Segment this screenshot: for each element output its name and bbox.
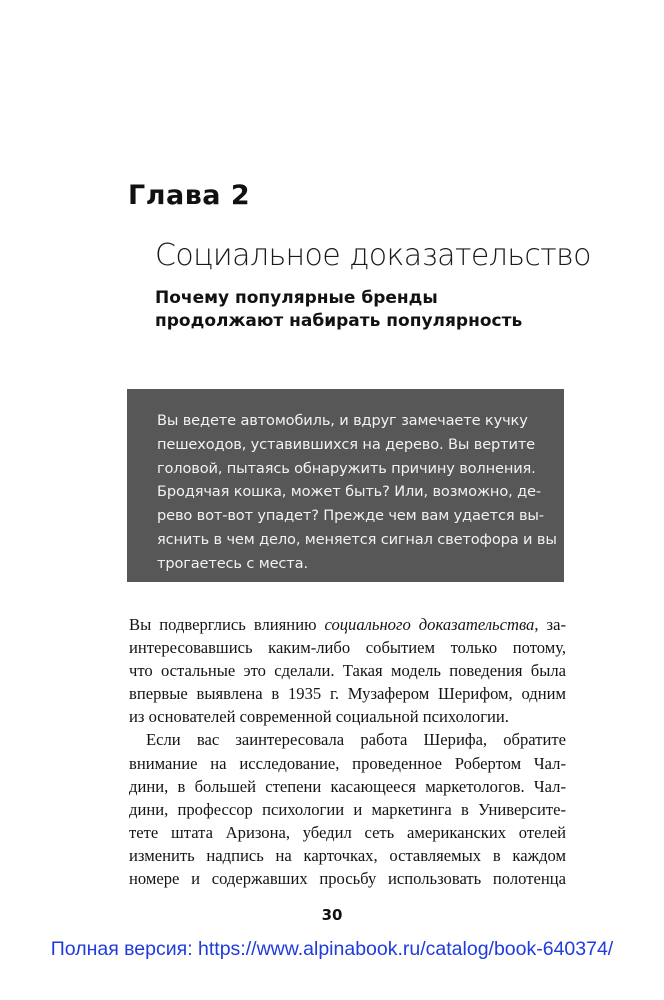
body-line: тете штата Аризона, убедил сеть американских отелей (129, 822, 566, 842)
body-line: из основателей современной социальной психологии. (129, 707, 509, 727)
callout-line: пешеходов, уставившихся на дерево. Вы вертите (157, 435, 535, 453)
chapter-label: Глава 2 (128, 180, 251, 211)
body-line-end: , за- (534, 615, 566, 634)
body-line: интересовавшись каким-либо событием только потому, (129, 638, 566, 658)
callout-box (127, 389, 564, 582)
subtitle-line: Почему популярные бренды (155, 288, 438, 308)
body-line: номере и содержавших просьбу использовать полотенца (129, 869, 566, 889)
body-line: внимание на исследование, проведенное Робертом Чал- (129, 753, 566, 773)
callout-line: Бродячая кошка, может быть? Или, возможно, де- (157, 483, 541, 501)
callout-line: трогаетесь с места. (157, 554, 308, 572)
body-line: дини, профессор психологии и маркетинга в Университе- (129, 799, 566, 819)
body-line: что остальные это сделали. Такая модель поведения была (129, 661, 566, 681)
body-text (129, 613, 566, 890)
callout-line: головой, пытаясь обнаружить причину волнения. (157, 459, 536, 477)
body-line (129, 613, 566, 636)
emphasis-term: социального доказательства (324, 615, 535, 634)
chapter-title: Социальное доказательство (155, 238, 591, 273)
subtitle-line: продолжают набирать популярность (155, 311, 523, 331)
body-line: дини, в большей степени касающееся маркетологов. Чал- (129, 776, 566, 796)
body-line-start: Вы подверглись влиянию (129, 615, 325, 634)
callout-line: Вы ведете автомобиль, и вдруг замечаете кучку (157, 412, 528, 429)
page-number: 30 (321, 906, 343, 924)
body-line: впервые выявлена в 1935 г. Музафером Шерифом, одним (129, 684, 566, 704)
callout-line: рево вот-вот упадет? Прежде чем вам удается вы- (157, 507, 544, 525)
chapter-subtitle (155, 287, 575, 333)
callout-line: яснить в чем дело, меняется сигнал светофора и вы (157, 530, 557, 548)
body-line: изменить надпись на карточках, оставляемых в каждом (129, 845, 566, 865)
full-version-link[interactable]: Полная версия: https://www.alpinabook.ru/catalog/book-640374/ (50, 938, 614, 960)
body-line: Если вас заинтересовала работа Шерифа, обратите (146, 730, 566, 750)
